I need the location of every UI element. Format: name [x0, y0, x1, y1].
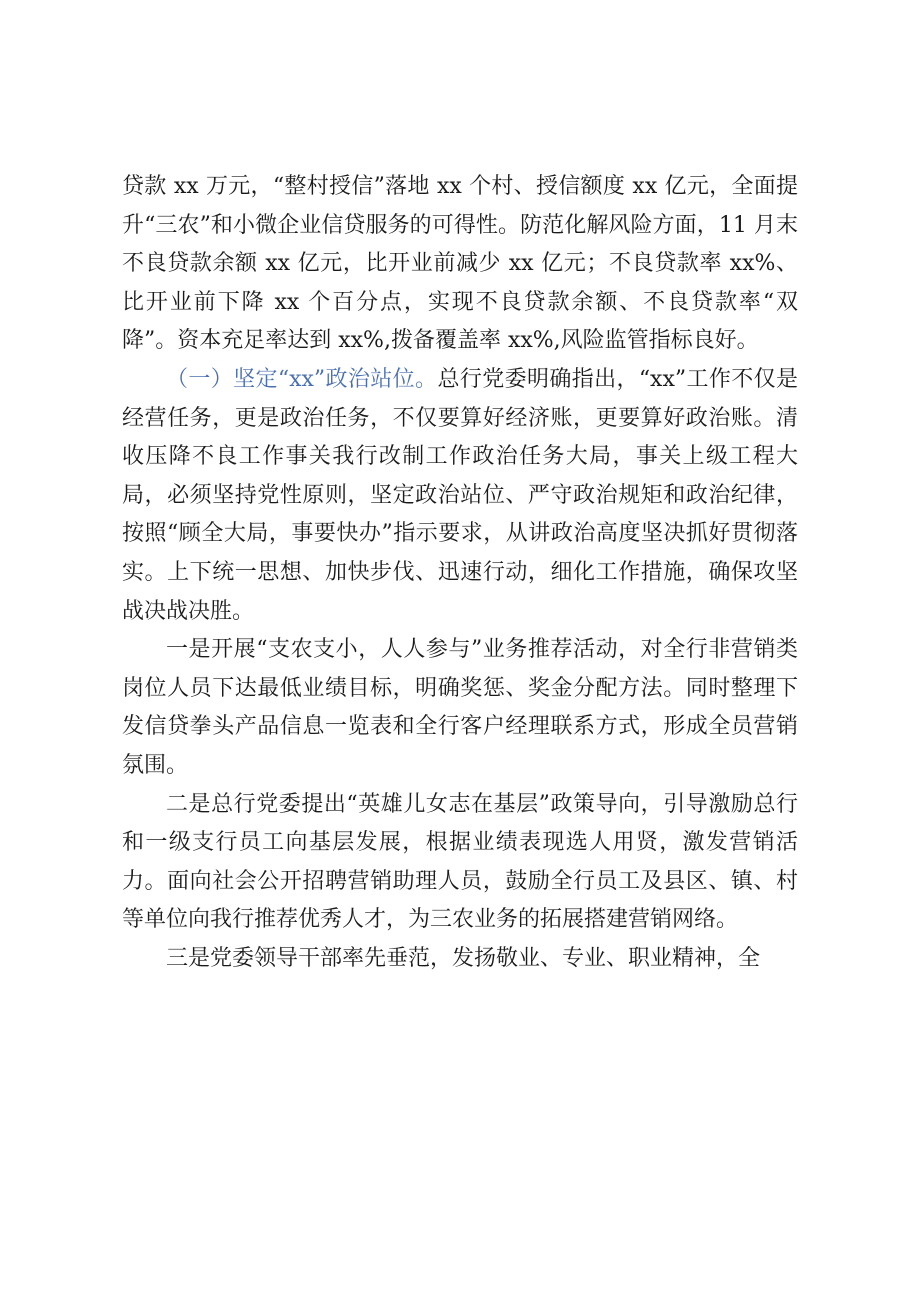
paragraph-item-3	[122, 940, 798, 979]
paragraph-item-1	[122, 631, 798, 785]
paragraph-item-2	[122, 786, 798, 940]
paragraph-section-1	[122, 361, 798, 631]
paragraph-text: 三是党委领导干部率先垂范，发扬敬业、专业、职业精神，全	[166, 945, 761, 971]
paragraph-text: 贷款 xx 万元，“整村授信”落地 xx 个村、授信额度 xx 亿元，全面提升“三农”和小微企业信贷服务的可得性。防范化解风险方面，11 月末不良贷款余额 xx 亿元，比开业前减少 xx 亿元；不良贷款率 xx%、比开业前下降 xx 个百分点，实现不良贷款余额、不良贷款率“双降”。资本充足率达到 xx%,拨备覆盖率 xx%,风险监管指标良好。	[122, 174, 798, 354]
document-body	[122, 168, 798, 978]
section-heading: （一）坚定“xx”政治站位。	[166, 366, 438, 392]
paragraph-text: 一是开展“支农支小，人人参与”业务推荐活动，对全行非营销类岗位人员下达最低业绩目标，明确奖惩、奖金分配方法。同时整理下发信贷拳头产品信息一览表和全行客户经理联系方式，形成全员营销氛围。	[122, 637, 798, 778]
paragraph-text: 总行党委明确指出，“xx”工作不仅是经营任务，更是政治任务，不仅要算好经济账，更要算好政治账。清收压降不良工作事关我行改制工作政治任务大局，事关上级工程大局，必须坚持党性原则，坚定政治站位、严守政治规矩和政治纪律，按照“顾全大局，事要快办”指示要求，从讲政治高度坚决抓好贯彻落实。上下统一思想、加快步伐、迅速行动，细化工作措施，确保攻坚战决战决胜。	[122, 366, 798, 624]
paragraph-text: 二是总行党委提出“英雄儿女志在基层”政策导向，引导激励总行和一级支行员工向基层发展，根据业绩表现选人用贤，激发营销活力。面向社会公开招聘营销助理人员，鼓励全行员工及县区、镇、村等单位向我行推荐优秀人才，为三农业务的拓展搭建营销网络。	[122, 791, 798, 933]
paragraph-intro	[122, 168, 798, 361]
